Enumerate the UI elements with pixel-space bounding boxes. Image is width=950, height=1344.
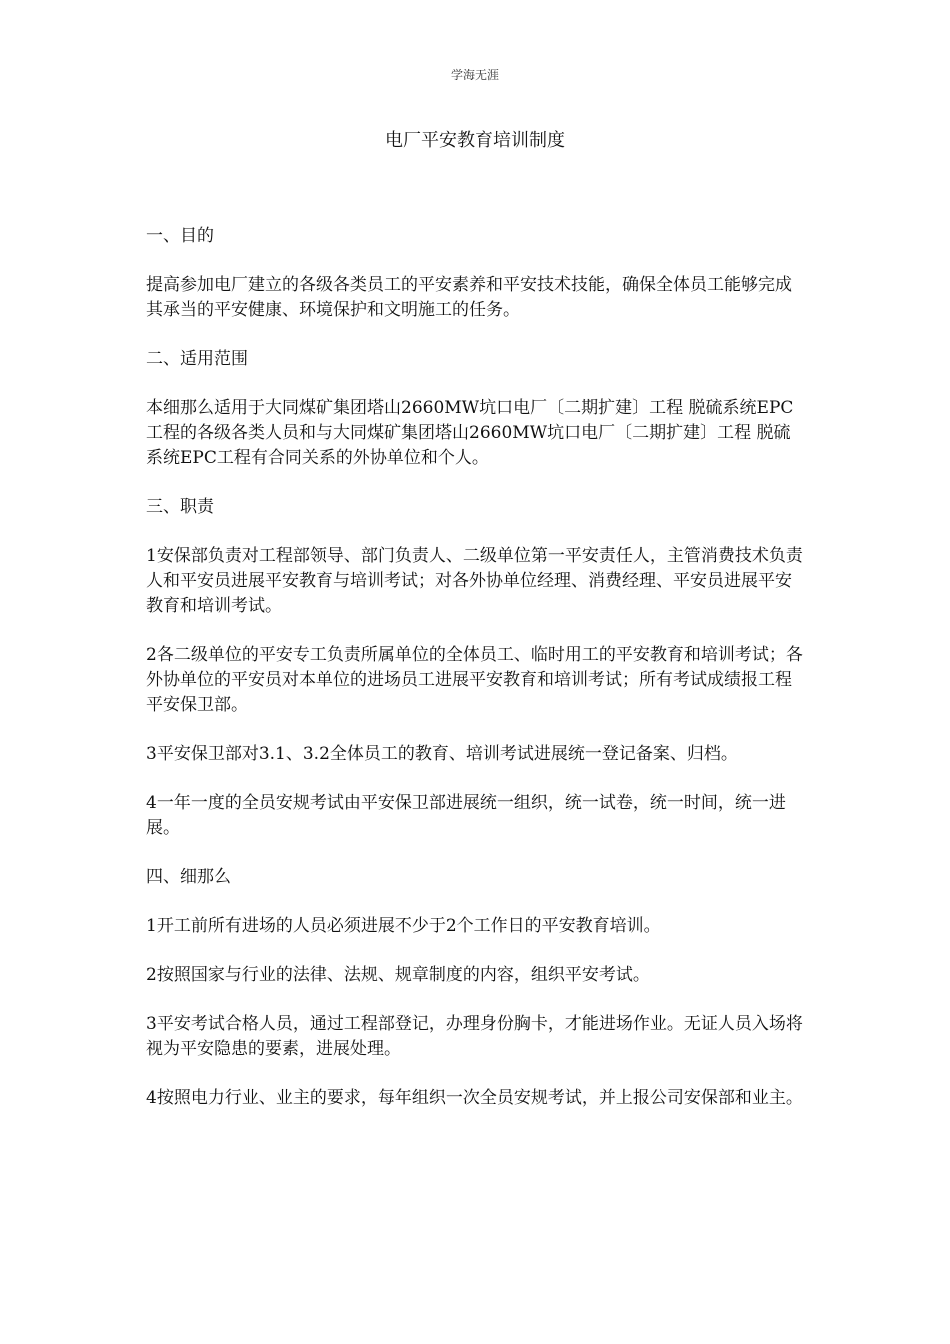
section-heading: 三、职责 [146,497,214,517]
paragraph: 本细那么适用于大同煤矿集团塔山2660MW坑口电厂〔二期扩建〕工程 脱硫系统EPC工程的各级各类人员和与大同煤矿集团塔山2660MW坑口电厂〔二期扩建〕工程 脱硫系统EPC工程有合同关系的外协单位和个人。 [146,398,794,468]
paragraph: 2按照国家与行业的法律、法规、规章制度的内容，组织平安考试。 [146,965,650,985]
paragraph: 4一年一度的全员安规考试由平安保卫部进展统一组织，统一试卷，统一时间，统一进展。 [146,793,786,838]
paragraph: 4按照电力行业、业主的要求，每年组织一次全员安规考试，并上报公司安保部和业主。 [146,1088,803,1108]
paragraph: 提高参加电厂建立的各级各类员工的平安素养和平安技术技能，确保全体员工能够完成其承当的平安健康、环境保护和文明施工的任务。 [146,275,792,320]
paragraph: 3平安考试合格人员，通过工程部登记，办理身份胸卡，才能进场作业。无证人员入场将视为平安隐患的要素，进展处理。 [146,1014,803,1059]
paragraph: 1开工前所有进场的人员必须进展不少于2个工作日的平安教育培训。 [146,916,661,936]
section-heading: 一、目的 [146,226,214,246]
section-heading: 二、适用范围 [146,349,248,369]
section-heading: 四、细那么 [146,867,231,887]
paragraph: 3平安保卫部对3.1、3.2全体员工的教育、培训考试进展统一登记备案、归档。 [146,744,738,764]
paragraph: 1安保部负责对工程部领导、部门负责人、二级单位第一平安责任人，主管消费技术负责人和平安员进展平安教育与培训考试；对各外协单位经理、消费经理、平安员进展平安教育和培训考试。 [146,546,803,616]
document-title: 电厂平安教育培训制度 [385,130,565,151]
paragraph: 2各二级单位的平安专工负责所属单位的全体员工、临时用工的平安教育和培训考试；各外协单位的平安员对本单位的进场员工进展平安教育和培训考试；所有考试成绩报工程平安保卫部。 [146,645,803,715]
document-body [146,224,806,1135]
page-header: 学海无涯 [450,68,499,82]
